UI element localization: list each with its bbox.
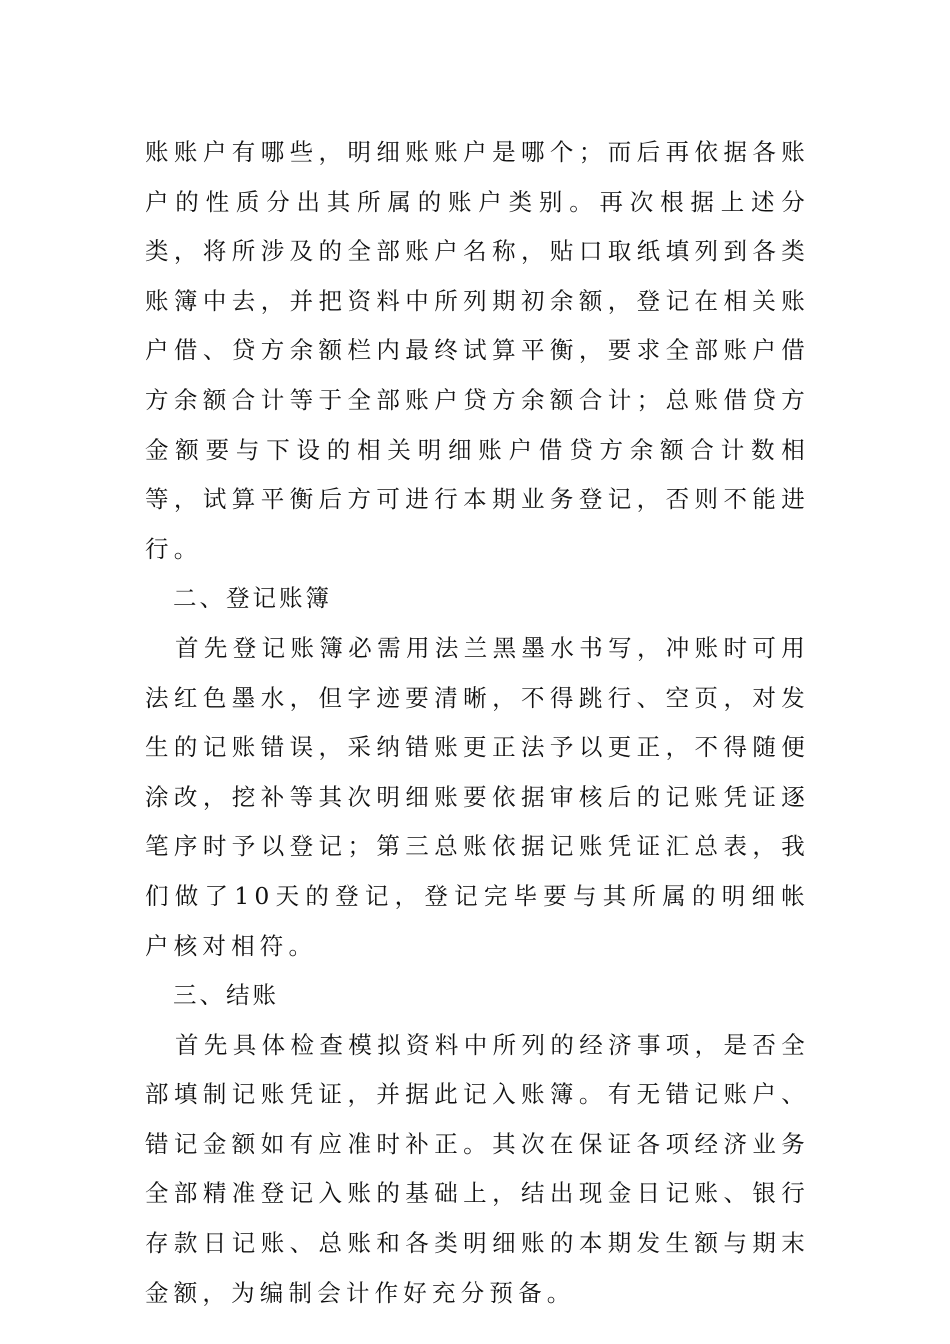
paragraph-continuation: 账账户有哪些，明细账账户是哪个；而后再依据各账户的性质分出其所属的账户类别。再次根据上述分类，将所涉及的全部账户名称，贴口取纸填列到各类账簿中去，并把资料中所列期初余额，登记在相关账户借、贷方余额栏内最终试算平衡，要求全部账户借方余额合计等于全部账户贷方余额合计；总账借贷方金额要与下设的相关明细账户借贷方余额合计数相等，试算平衡后方可进行本期业务登记，否则不能进行。 — [145, 138, 810, 563]
paragraph-register-ledger: 首先登记账簿必需用法兰黑墨水书写，冲账时可用法红色墨水，但字迹要清晰，不得跳行、空页，对发生的记账错误，采纳错账更正法予以更正，不得随便涂改，挖补等其次明细账要依据审核后的记账凭证逐笔序时予以登记；第三总账依据记账凭证汇总表，我们做了10天的登记，登记完毕要与其所属的明细帐户核对相符。 — [145, 633, 810, 960]
document-body — [145, 128, 810, 1318]
section-heading-closing: 三、结账 — [173, 981, 279, 1010]
paragraph-closing: 首先具体检查模拟资料中所列的经济事项，是否全部填制记账凭证，并据此记入账簿。有无错记账户、错记金额如有应准时补正。其次在保证各项经济业务全部精准登记入账的基础上，结出现金日记账、银行存款日记账、总账和各类明细账的本期发生额与期末金额，为编制会计作好充分预备。 — [145, 1030, 810, 1307]
section-heading-register-ledger: 二、登记账簿 — [173, 584, 332, 613]
